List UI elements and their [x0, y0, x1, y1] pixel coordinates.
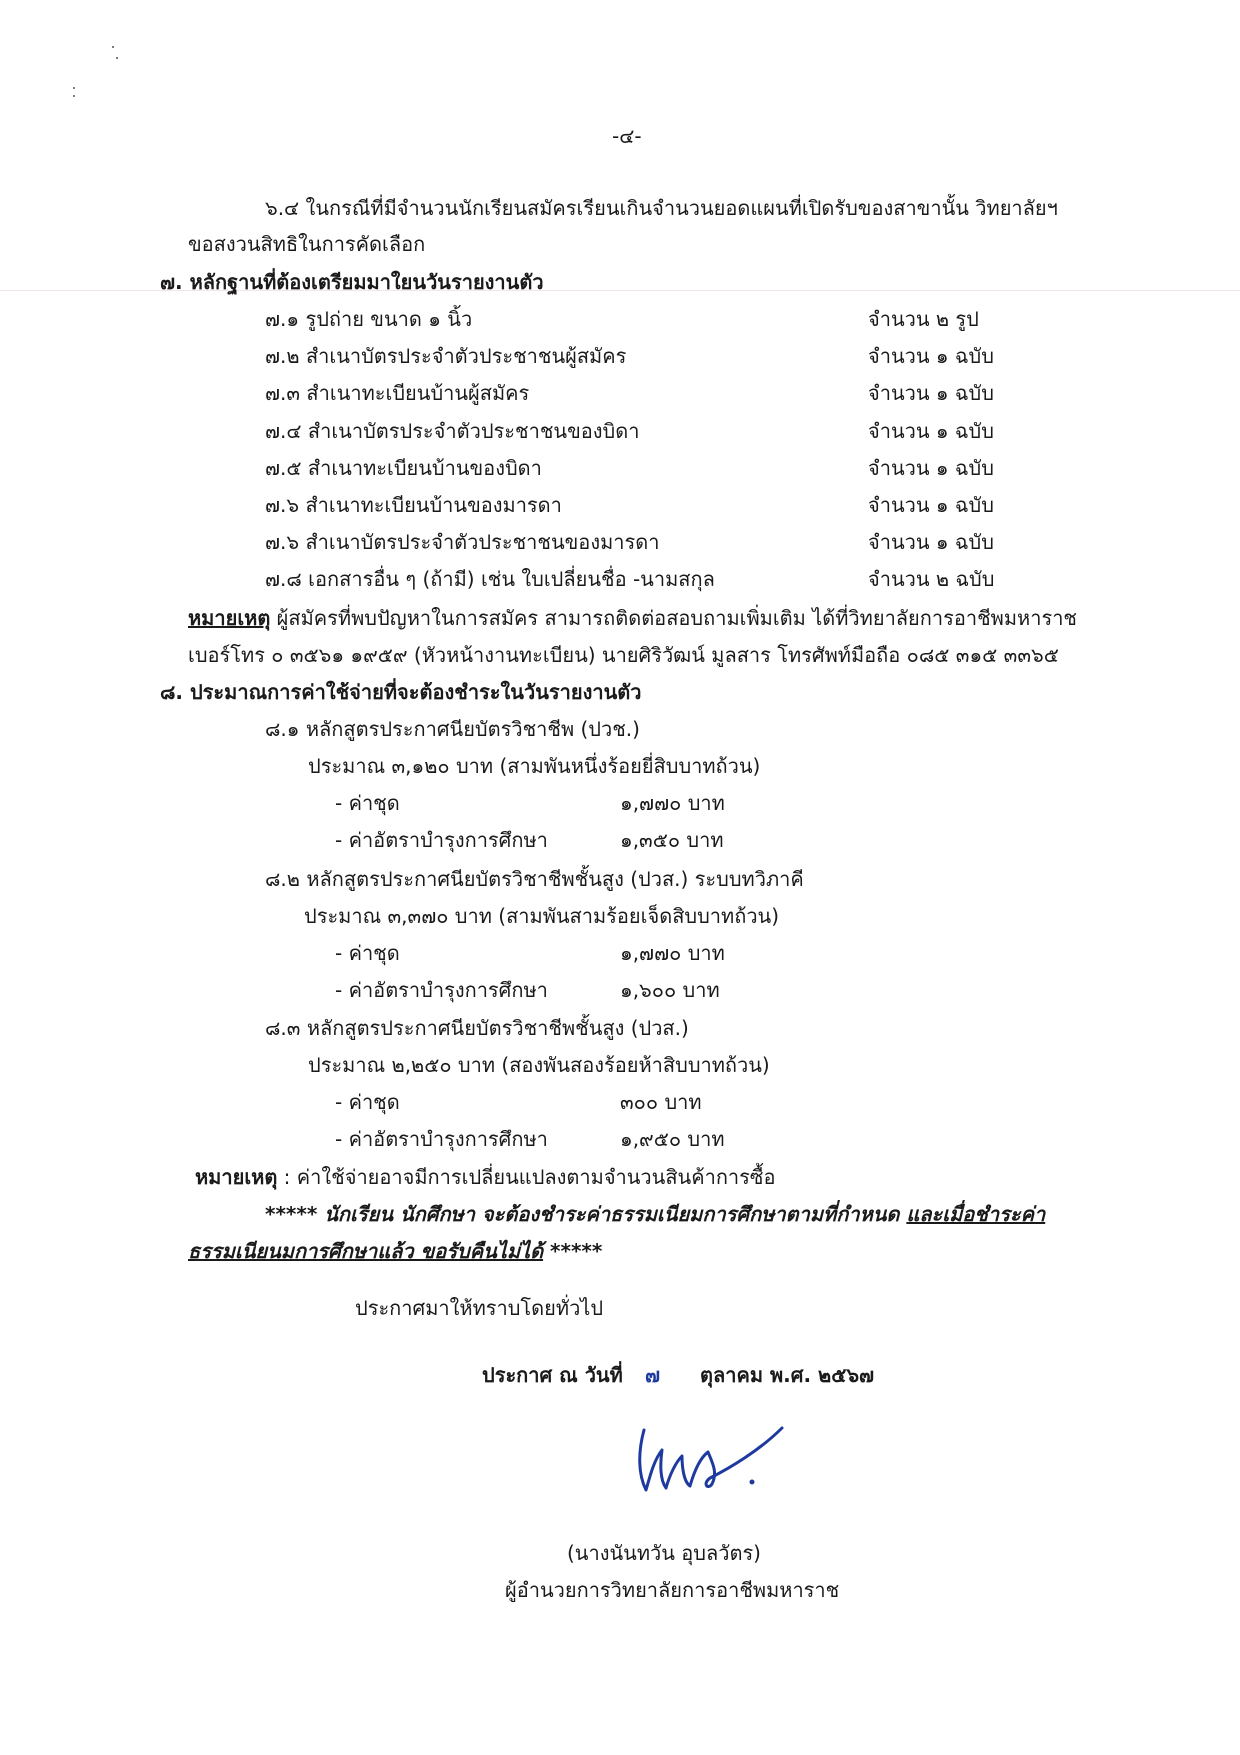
doc-item-label: ๗.๓ สำเนาทะเบียนบ้านผู้สมัคร — [265, 381, 530, 406]
date-month-year: ตุลาคม พ.ศ. ๒๕๖๗ — [700, 1363, 875, 1387]
warning-part4: ***** — [543, 1239, 603, 1263]
s7-note-line2: เบอร์โทร ๐ ๓๕๖๑ ๑๙๕๙ (หัวหน้างานทะเบียน) นายศิริวัฒน์ มูลสาร โทรศัพท์มือถือ ๐๘๕ ๓๑๕ ๓๓๖๕ — [188, 643, 1059, 667]
course-total: ประมาณ ๓,๓๗๐ บาท (สามพันสามร้อยเจ็ดสิบบาทถ้วน) — [304, 904, 780, 928]
doc-item-qty: จำนวน ๑ ฉบับ — [868, 418, 994, 443]
date-day: ๗ — [645, 1363, 661, 1387]
fee-label: - ค่าชุด — [335, 1090, 400, 1114]
doc-item-qty: จำนวน ๑ ฉบับ — [868, 493, 994, 517]
scan-speck — [112, 46, 114, 48]
fee-label: - ค่าชุด — [335, 941, 400, 965]
warning-line2 — [188, 1236, 602, 1266]
signature — [620, 1402, 790, 1512]
doc-item-qty: จำนวน ๒ รูป — [868, 307, 979, 331]
doc-item-label: ๗.๑ รูปถ่าย ขนาด ๑ นิ้ว — [265, 307, 473, 331]
date-prefix: ประกาศ ณ วันที่ — [482, 1363, 623, 1387]
course-title: ๘.๒ หลักสูตรประกาศนียบัตรวิชาชีพชั้นสูง (ปวส.) ระบบทวิภาคี — [265, 867, 804, 891]
fee-label: - ค่าอัตราบำรุงการศึกษา — [335, 978, 548, 1002]
fee-label: - ค่าอัตราบำรุงการศึกษา — [335, 1127, 548, 1151]
doc-item-label: ๗.๖ สำเนาทะเบียนบ้านของมารดา — [265, 493, 562, 517]
signatory-title: ผู้อำนวยการวิทยาลัยการอาชีพมหาราช — [505, 1578, 840, 1602]
s6-line1: ๖.๔ ในกรณีที่มีจำนวนนักเรียนสมัครเรียนเกินจำนวนยอดแผนที่เปิดรับของสาขานั้น วิทยาลัยฯ — [265, 196, 1058, 220]
fee-amount: ๓๐๐ บาท — [620, 1090, 702, 1114]
fee-amount: ๑,๗๗๐ บาท — [620, 791, 725, 815]
fee-amount: ๑,๓๕๐ บาท — [620, 828, 724, 852]
doc-item-label: ๗.๒ สำเนาบัตรประจำตัวประชาชนผู้สมัคร — [265, 344, 627, 369]
scan-speck — [73, 95, 75, 97]
announcement: ประกาศมาให้ทราบโดยทั่วไป — [355, 1296, 604, 1320]
s8-note-label: หมายเหตุ — [195, 1165, 278, 1189]
scan-speck — [73, 87, 75, 89]
s7-heading: ๗. หลักฐานที่ต้องเตรียมมาใยนวันรายงานตัว — [160, 270, 544, 294]
course-total: ประมาณ ๓,๑๒๐ บาท (สามพันหนึ่งร้อยยี่สิบบาทถ้วน) — [308, 754, 761, 778]
doc-item-qty: จำนวน ๑ ฉบับ — [868, 530, 994, 555]
doc-item-qty: จำนวน ๒ ฉบับ — [868, 567, 995, 592]
fee-amount: ๑,๙๕๐ บาท — [620, 1127, 725, 1151]
warning-part1: ***** นักเรียน นักศึกษา จะต้องชำระค่าธรรมเนียมการศึกษาตามที่กำหนด — [265, 1202, 907, 1226]
doc-item-qty: จำนวน ๑ ฉบับ — [868, 381, 994, 406]
fee-label: - ค่าชุด — [335, 791, 400, 815]
scan-speck — [116, 57, 118, 59]
course-total: ประมาณ ๒,๒๕๐ บาท (สองพันสองร้อยห้าสิบบาทถ้วน) — [308, 1053, 770, 1077]
doc-item-label: ๗.๕ สำเนาทะเบียนบ้านของบิดา — [265, 455, 542, 480]
s7-note-text: ผู้สมัครที่พบปัญหาในการสมัคร สามารถติดต่อสอบถามเพิ่มเติม ได้ที่วิทยาลัยการอาชีพมหาราช — [270, 606, 1077, 630]
fee-amount: ๑,๗๗๐ บาท — [620, 941, 725, 965]
s7-note-line1 — [188, 603, 1077, 633]
course-title: ๘.๑ หลักสูตรประกาศนียบัตรวิชาชีพ (ปวช.) — [265, 717, 640, 741]
page-number: -๔- — [612, 124, 642, 148]
doc-item-qty: จำนวน ๑ ฉบับ — [868, 455, 994, 480]
doc-item-label: ๗.๔ สำเนาบัตรประจำตัวประชาชนของบิดา — [265, 418, 640, 443]
s8-note — [195, 1162, 776, 1192]
doc-item-label: ๗.๘ เอกสารอื่น ๆ (ถ้ามี) เช่น ใบเปลี่ยนชื่อ -นามสกุล — [265, 567, 715, 592]
course-title: ๘.๓ หลักสูตรประกาศนียบัตรวิชาชีพชั้นสูง (ปวส.) — [265, 1016, 689, 1040]
s6-line2: ขอสงวนสิทธิในการคัดเลือก — [188, 232, 426, 256]
doc-item-qty: จำนวน ๑ ฉบับ — [868, 344, 994, 369]
fee-label: - ค่าอัตราบำรุงการศึกษา — [335, 828, 548, 852]
fee-amount: ๑,๖๐๐ บาท — [620, 978, 720, 1002]
s7-note-label: หมายเหตุ — [188, 606, 271, 630]
doc-item-label: ๗.๖ สำเนาบัตรประจำตัวประชาชนของมารดา — [265, 530, 660, 555]
warning-part2: และเมื่อชำระค่า — [906, 1202, 1046, 1226]
warning-part3: ธรรมเนียนมการศึกษาแล้ว ขอรับคืนไม่ได้ — [188, 1239, 544, 1263]
signatory-name: (นางนันทวัน อุบลวัตร) — [567, 1541, 761, 1565]
warning-line1 — [265, 1199, 1045, 1229]
s8-note-text: : ค่าใช้จ่ายอาจมีการเปลี่ยนแปลงตามจำนวนสินค้าการซื้อ — [277, 1165, 776, 1189]
s8-heading: ๘. ประมาณการค่าใช้จ่ายที่จะต้องชำระในวันรายงานตัว — [160, 680, 642, 704]
